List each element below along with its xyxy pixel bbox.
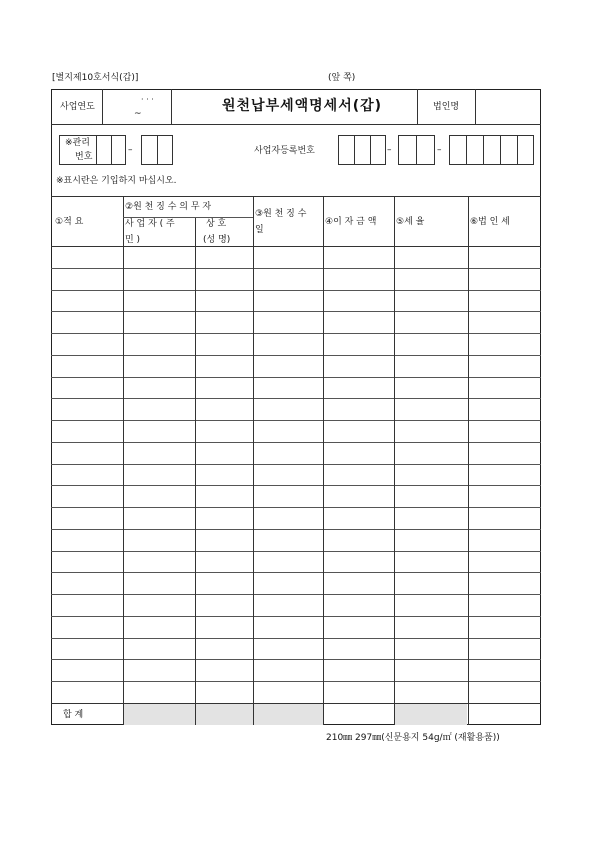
biz-reg-dash-1: – (387, 145, 392, 155)
biz-reg-box-3[interactable] (449, 135, 534, 165)
header-sep-4 (475, 89, 476, 124)
biz-reg-label: 사업자등록번호 (254, 146, 315, 156)
mgmt-label-1: ※관리 (65, 138, 90, 148)
date-tilde: ~ (134, 109, 142, 119)
biz-reg-3-sep-c (500, 135, 501, 165)
col-tax-rate-header: ⑤세 율 (396, 217, 425, 227)
mgmt-box-1-sep (111, 135, 112, 165)
header-divider (51, 124, 541, 125)
col-sep-3 (253, 196, 254, 725)
page-side-label: (앞 쪽) (328, 73, 356, 83)
col-withholding-date-header-2: 일 (255, 225, 264, 235)
biz-reg-2-sep (416, 135, 417, 165)
col-sep-4 (323, 196, 324, 725)
col-biz-number-header-1: 사 업 자 ( 주 (125, 219, 175, 229)
mgmt-dash: – (128, 145, 133, 155)
biz-reg-3-sep-a (466, 135, 467, 165)
header-sep-3 (417, 89, 418, 124)
corp-name-label: 법인명 (433, 102, 460, 112)
total-shaded-cells (123, 704, 323, 725)
col-sep-6 (468, 196, 469, 725)
col-sep-1 (123, 196, 124, 725)
col-corp-tax-header: ⑥법 인 세 (470, 217, 510, 227)
biz-reg-3-sep-b (483, 135, 484, 165)
total-label: 합 계 (63, 710, 84, 720)
paper-spec: 210㎜ 297㎜(신문용지 54g/㎡ (재활용품)) (326, 733, 500, 743)
col-sep-2 (195, 218, 196, 725)
col-trade-name-header-1: 상 호 (206, 219, 227, 229)
withholder-subheader-line (123, 217, 253, 218)
biz-reg-dash-2: – (437, 145, 442, 155)
mgmt-box-2-sep (157, 135, 158, 165)
header-sep-2 (171, 89, 172, 124)
mgmt-label-2: 번호 (75, 152, 93, 162)
col-trade-name-header-2: (성 명) (203, 235, 231, 245)
col-sep-5 (394, 196, 395, 725)
biz-reg-box-1[interactable] (338, 135, 386, 165)
header-sep-1 (102, 89, 103, 124)
form-title: 원천납부세액명세서(갑) (222, 98, 383, 114)
biz-reg-1-sep-b (370, 135, 371, 165)
col-interest-amount-header: ④이 자 금 액 (325, 217, 377, 227)
biz-reg-1-sep-a (354, 135, 355, 165)
instruction-note: ※표시란은 기입하지 마십시오. (56, 176, 177, 186)
col-biz-number-header-2: 민 ) (125, 235, 141, 245)
date-dots: · · · (141, 95, 154, 104)
col-withholding-date-header-1: ③원 천 징 수 (255, 209, 307, 219)
business-year-label: 사업연도 (60, 102, 95, 112)
col-summary-header: ①적 요 (55, 217, 84, 227)
biz-reg-3-sep-d (517, 135, 518, 165)
col-withholder-header: ②원 천 징 수 의 무 자 (125, 202, 212, 212)
total-shaded-tax-rate (394, 704, 467, 725)
form-number: [별지제10호서식(갑)] (52, 73, 139, 83)
